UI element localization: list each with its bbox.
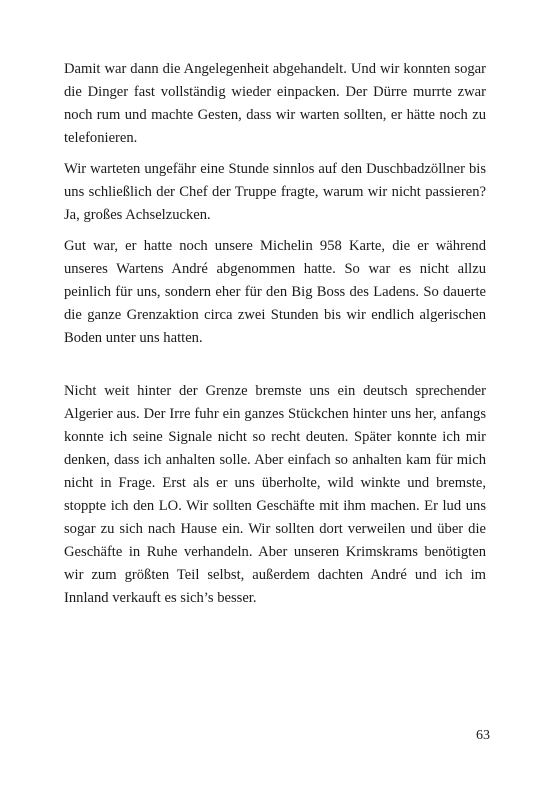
paragraph-2: Wir warteten ungefähr eine Stunde sinnlos auf den Duschbadzöllner bis uns schließlich der Chef der Truppe fragte, warum wir nicht passieren? Ja, großes Achselzucken. [64,161,486,223]
paragraph-3: Gut war, er hatte noch unsere Michelin 958 Karte, die er während unseres Wartens André abgenommen hatte. So war es nicht allzu peinlich für uns, sondern eher für den Big Boss des Ladens. So dauerte die ganze Grenzaktion circa zwei Stunden bis wir endlich algerischen Boden unter uns hatten. [64,238,486,346]
paragraph-4: Nicht weit hinter der Grenze bremste uns ein deutsch sprechender Algerier aus. Der Irre fuhr ein ganzes Stückchen hinter uns her, anfangs konnte ich seine Signale nicht so recht deuten. Später konnte ich mir denken, dass ich anhalten solle. Aber einfach so anhalten kam für mich nicht in Frage. Erst als er uns überholte, wild winkte und bremste, stoppte ich den LO. Wir sollten Geschäfte mit ihm machen. Er lud uns sogar zu sich nach Hause ein. Wir sollten dort verweilen und über die Geschäfte in Ruhe verhandeln. Aber unseren Krimskrams benötigten wir zum größten Teil selbst, außerdem dachten André und ich im Innland verkauft es sich’s besser. [64,383,486,606]
page-number: 63 [476,728,490,743]
paragraph-1: Damit war dann die Angelegenheit abgehandelt. Und wir konnten sogar die Dinger fast vollständig wieder einpacken. Der Dürre murrte zwar noch rum und machte Gesten, dass wir warten sollten, er hätte noch zu telefonieren. [64,61,486,146]
body-text [64,58,486,618]
